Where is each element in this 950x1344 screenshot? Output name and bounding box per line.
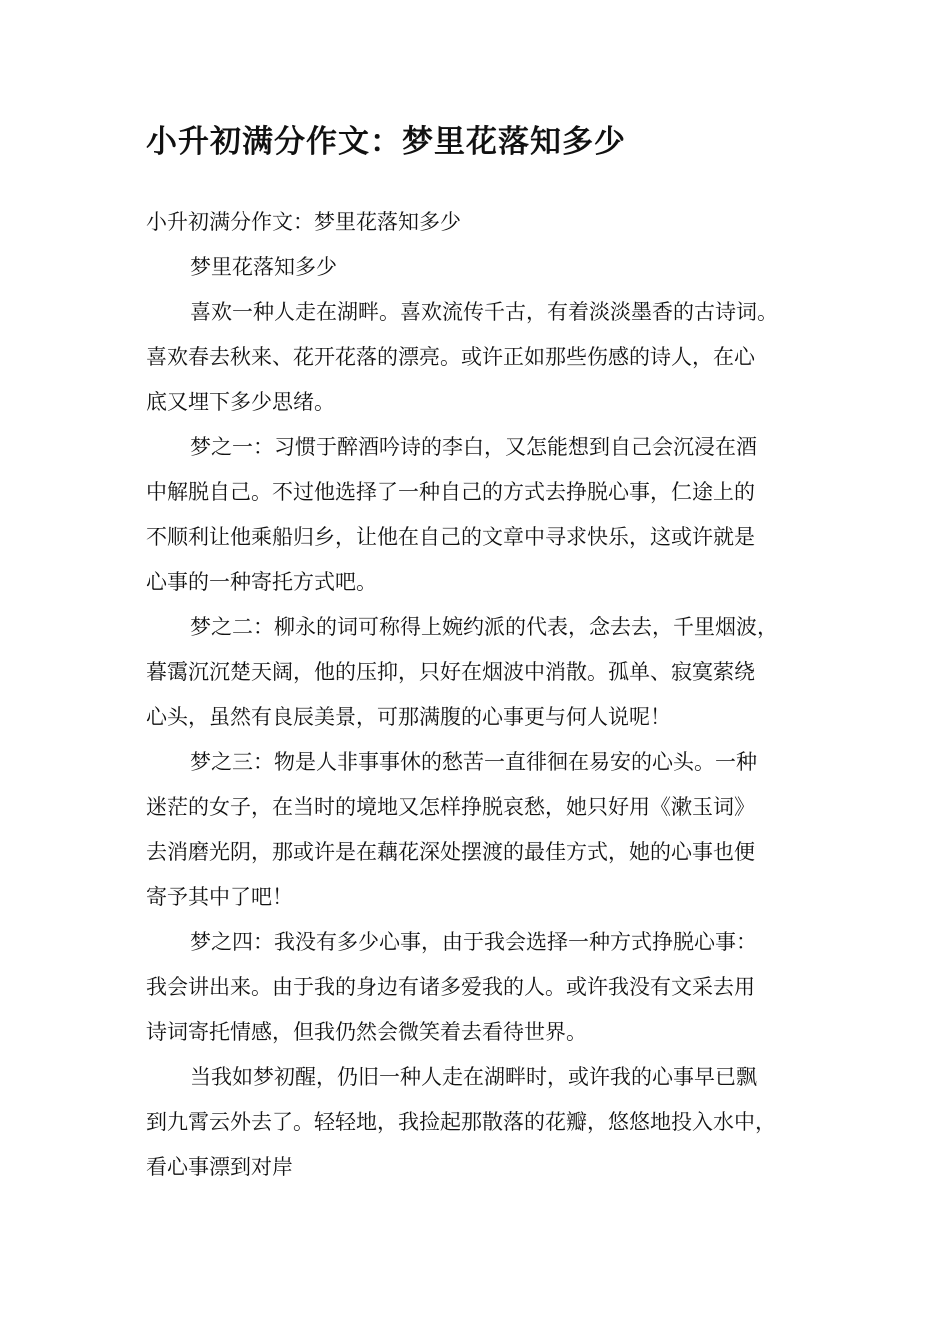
paragraph-line: 心头，虽然有良辰美景，可那满腹的心事更与何人说呢！ [146,705,671,729]
paragraph-line: 梦之三：物是人非事事休的愁苦一直徘徊在易安的心头。一种 [190,750,757,774]
paragraph-line: 梦之二：柳永的词可称得上婉约派的代表，念去去，千里烟波， [190,615,778,639]
paragraph-line: 不顺利让他乘船归乡，让他在自己的文章中寻求快乐，这或许就是 [146,525,755,549]
paragraph-line: 寄予其中了吧！ [146,885,293,909]
paragraph-line: 诗词寄托情感，但我仍然会微笑着去看待世界。 [146,1020,587,1044]
paragraph [146,290,812,425]
document-subtitle: 小升初满分作文：梦里花落知多少 [146,210,461,234]
article-body [146,290,812,1190]
paragraph-line: 到九霄云外去了。轻轻地，我捡起那散落的花瓣，悠悠地投入水中， [146,1110,776,1134]
paragraph-line: 看心事漂到对岸 [146,1155,293,1179]
paragraph-line: 迷茫的女子，在当时的境地又怎样挣脱哀愁，她只好用《漱玉词》 [146,795,755,819]
paragraph [146,605,812,740]
paragraph-line: 中解脱自己。不过他选择了一种自己的方式去挣脱心事，仁途上的 [146,480,755,504]
paragraph-line: 喜欢一种人走在湖畔。喜欢流传千古，有着淡淡墨香的古诗词。 [190,300,778,324]
paragraph-line: 当我如梦初醒，仍旧一种人走在湖畔时，或许我的心事早已飘 [190,1065,757,1089]
paragraph-line: 底又埋下多少思绪。 [146,390,335,414]
paragraph-line: 我会讲出来。由于我的身边有诸多爱我的人。或许我没有文采去用 [146,975,755,999]
paragraph [146,1055,812,1190]
paragraph-line: 心事的一种寄托方式吧。 [146,570,377,594]
paragraph [146,920,812,1055]
document-title: 小升初满分作文：梦里花落知多少 [146,124,626,160]
document-page [146,118,812,1190]
paragraph-line: 去消磨光阴，那或许是在藕花深处摆渡的最佳方式，她的心事也便 [146,840,755,864]
section-heading [146,245,812,290]
paragraph [146,740,812,920]
section-heading-text: 梦里花落知多少 [190,255,337,279]
paragraph-line: 梦之四：我没有多少心事，由于我会选择一种方式挣脱心事： [190,930,757,954]
paragraph [146,425,812,605]
paragraph-line: 梦之一：习惯于醉酒吟诗的李白，又怎能想到自己会沉浸在酒 [190,435,757,459]
paragraph-line: 喜欢春去秋来、花开花落的漂亮。或许正如那些伤感的诗人，在心 [146,345,755,369]
paragraph-line: 暮霭沉沉楚天阔，他的压抑，只好在烟波中消散。孤单、寂寞萦绕 [146,660,755,684]
